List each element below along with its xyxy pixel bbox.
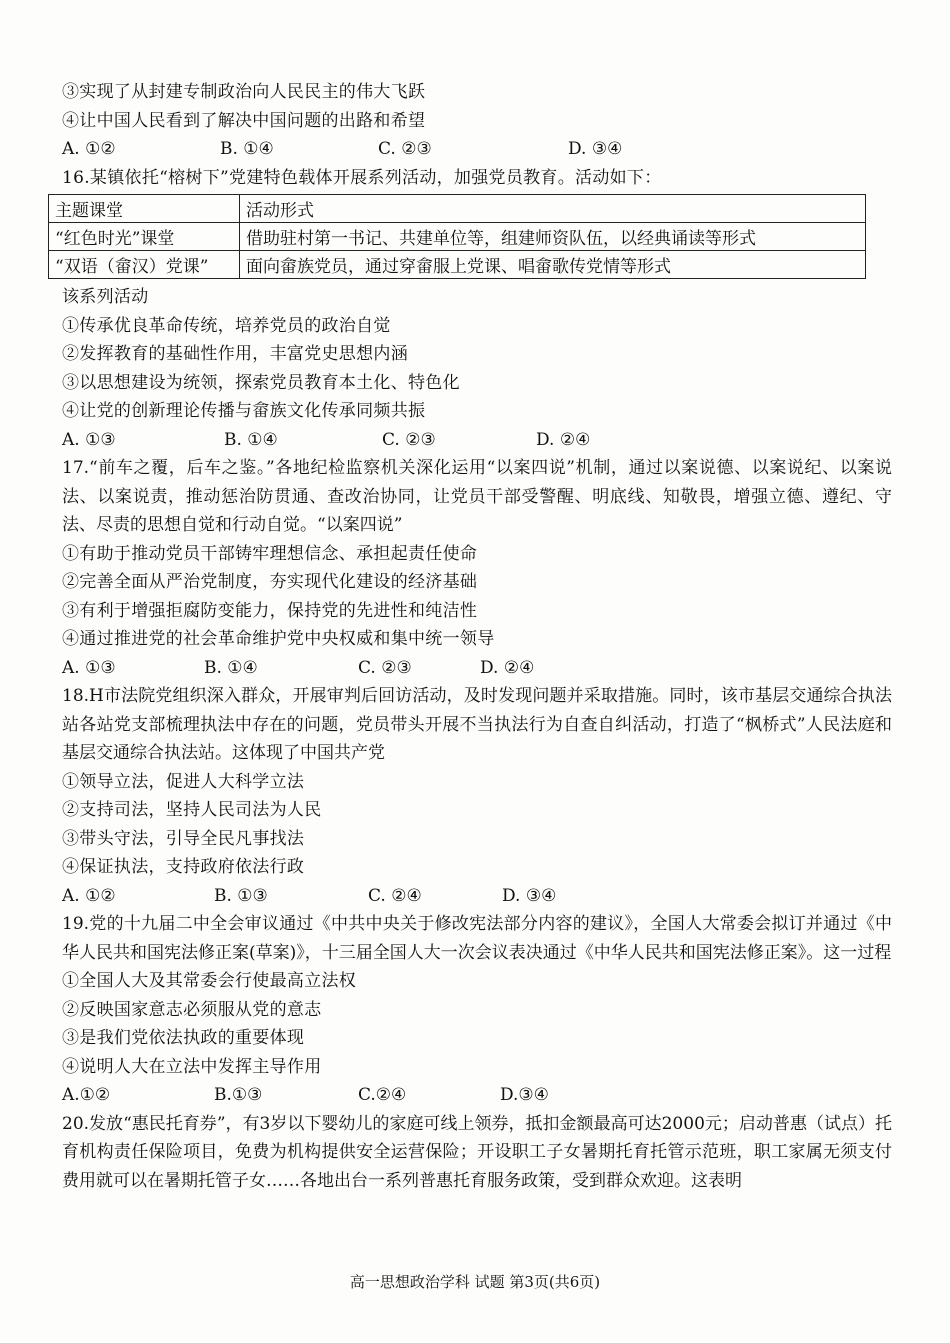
- table-row: [49, 223, 866, 251]
- table-header-row: [49, 195, 866, 223]
- q17-item-1: ①有助于推动党员干部铸牢理想信念、承担起责任使命: [62, 543, 478, 564]
- q16-option-d: D. ②④: [536, 429, 591, 450]
- q19-option-a: A.①②: [62, 1085, 111, 1105]
- q15-option-c: C. ②③: [378, 139, 432, 159]
- q15-option-b: B. ①④: [220, 139, 274, 159]
- q19-option-c: C.②④: [358, 1085, 407, 1105]
- table-row: [49, 251, 866, 279]
- q19-item-3: ③是我们党依法执政的重要体现: [62, 1028, 305, 1048]
- table-header-cell: 主题课堂: [49, 195, 240, 223]
- q16-options: [62, 426, 892, 455]
- q18-option-d: D. ③④: [502, 885, 557, 906]
- q16-stem: 16.某镇依托“榕树下”党建特色载体开展系列活动，加强党员教育。活动如下：: [62, 167, 662, 188]
- q16-option-c: C. ②③: [382, 429, 436, 450]
- q19-option-d: D.③④: [500, 1085, 549, 1105]
- q19-item-4: ④说明人大在立法中发挥主导作用: [62, 1056, 322, 1077]
- q17-option-d: D. ②④: [480, 657, 535, 678]
- q18-option-a: A. ①②: [62, 885, 116, 906]
- q18-item-2: ②支持司法，坚持人民司法为人民: [62, 800, 322, 820]
- q17-stem: 17.“前车之覆，后车之鉴。”各地纪检监察机关深化运用“以案四说”机制，通过以案说德、以案说纪、以案说法、以案说责，推动惩治防贯通、查改治协同，让党员干部受警醒、明底线、知敬畏，增强立德、遵纪、守法、尽责的思想自觉和行动自觉。“以案四说”: [62, 458, 892, 535]
- q17-item-3: ③有利于增强拒腐防变能力，保持党的先进性和纯洁性: [62, 600, 478, 621]
- q17-option-a: A. ①③: [62, 657, 116, 678]
- q19-option-b: B.①③: [214, 1085, 263, 1105]
- table-header-cell: 活动形式: [240, 195, 866, 223]
- q18-stem: 18.H市法院党组织深入群众，开展审判后回访活动，及时发现问题并采取措施。同时，该市基层交通综合执法站各站党支部梳理执法中存在的问题，党员带头开展不当执法行为自查自纠活动，打造了“枫桥式”人民法庭和基层交通综合执法站。这体现了中国共产党: [62, 686, 892, 763]
- q17-option-c: C. ②③: [358, 657, 412, 678]
- q15-options: [62, 135, 892, 164]
- q16-lead: 该系列活动: [62, 287, 149, 307]
- q19-options: [62, 1081, 892, 1110]
- q20-stem: 20.发放“惠民托育券”，有3岁以下婴幼儿的家庭可线上领券，抵扣金额最高可达2000元；启动普惠（试点）托育机构责任保险项目，免费为机构提供安全运营保险；开设职工子女暑期托育托管示范班，职工家属无须支付费用就可以在暑期托管子女……各地出台一系列普惠托育服务政策，受到群众欢迎。这表明: [62, 1113, 892, 1191]
- q19-item-2: ②反映国家意志必须服从党的意志: [62, 999, 322, 1020]
- q17-item-4: ④通过推进党的社会革命维护党中央权威和集中统一领导: [62, 629, 495, 649]
- q17-item-2: ②完善全面从严治党制度，夯实现代化建设的经济基础: [62, 572, 478, 592]
- page-footer: 高一思想政治学科 试题 第3页(共6页): [349, 1273, 601, 1291]
- q15-option-a: A. ①②: [62, 139, 116, 159]
- q18-option-b: B. ①③: [214, 885, 268, 906]
- q16-activity-table: [48, 194, 866, 279]
- q19-item-1: ①全国人大及其常委会行使最高立法权: [62, 971, 357, 991]
- q18-option-c: C. ②④: [368, 885, 422, 906]
- table-cell: 借助驻村第一书记、共建单位等，组建师资队伍，以经典诵读等形式: [240, 223, 866, 251]
- q16-item-1: ①传承优良革命传统，培养党员的政治自觉: [62, 315, 391, 336]
- q16-item-2: ②发挥教育的基础性作用，丰富党史思想内涵: [62, 344, 408, 364]
- q17-options: [62, 654, 892, 683]
- q16-option-b: B. ①④: [224, 429, 278, 450]
- q19-stem: 19.党的十九届二中全会审议通过《中共中央关于修改宪法部分内容的建议》，全国人大常委会拟订并通过《中华人民共和国宪法修正案(草案)》，十三届全国人大一次会议表决通过《中华人民共和国宪法修正案》。这一过程: [62, 914, 892, 963]
- q15-option-d: D. ③④: [568, 139, 623, 159]
- q17-option-b: B. ①④: [204, 657, 258, 678]
- table-cell: “双语（畲汉）党课”: [49, 251, 240, 279]
- q16-option-a: A. ①③: [62, 429, 116, 450]
- q15-item-3: ③实现了从封建专制政治向人民民主的伟大飞跃: [62, 82, 426, 102]
- table-cell: “红色时光”课堂: [49, 223, 240, 251]
- table-cell: 面向畲族党员，通过穿畲服上党课、唱畲歌传党情等形式: [240, 251, 866, 279]
- q18-options: [62, 882, 892, 911]
- q18-item-3: ③带头守法，引导全民凡事找法: [62, 828, 305, 849]
- q16-item-4: ④让党的创新理论传播与畲族文化传承同频共振: [62, 401, 426, 421]
- q18-item-4: ④保证执法，支持政府依法行政: [62, 857, 305, 877]
- q18-item-1: ①领导立法，促进人大科学立法: [62, 771, 305, 792]
- q16-item-3: ③以思想建设为统领，探索党员教育本土化、特色化: [62, 372, 460, 393]
- q15-item-4: ④让中国人民看到了解决中国问题的出路和希望: [62, 110, 426, 131]
